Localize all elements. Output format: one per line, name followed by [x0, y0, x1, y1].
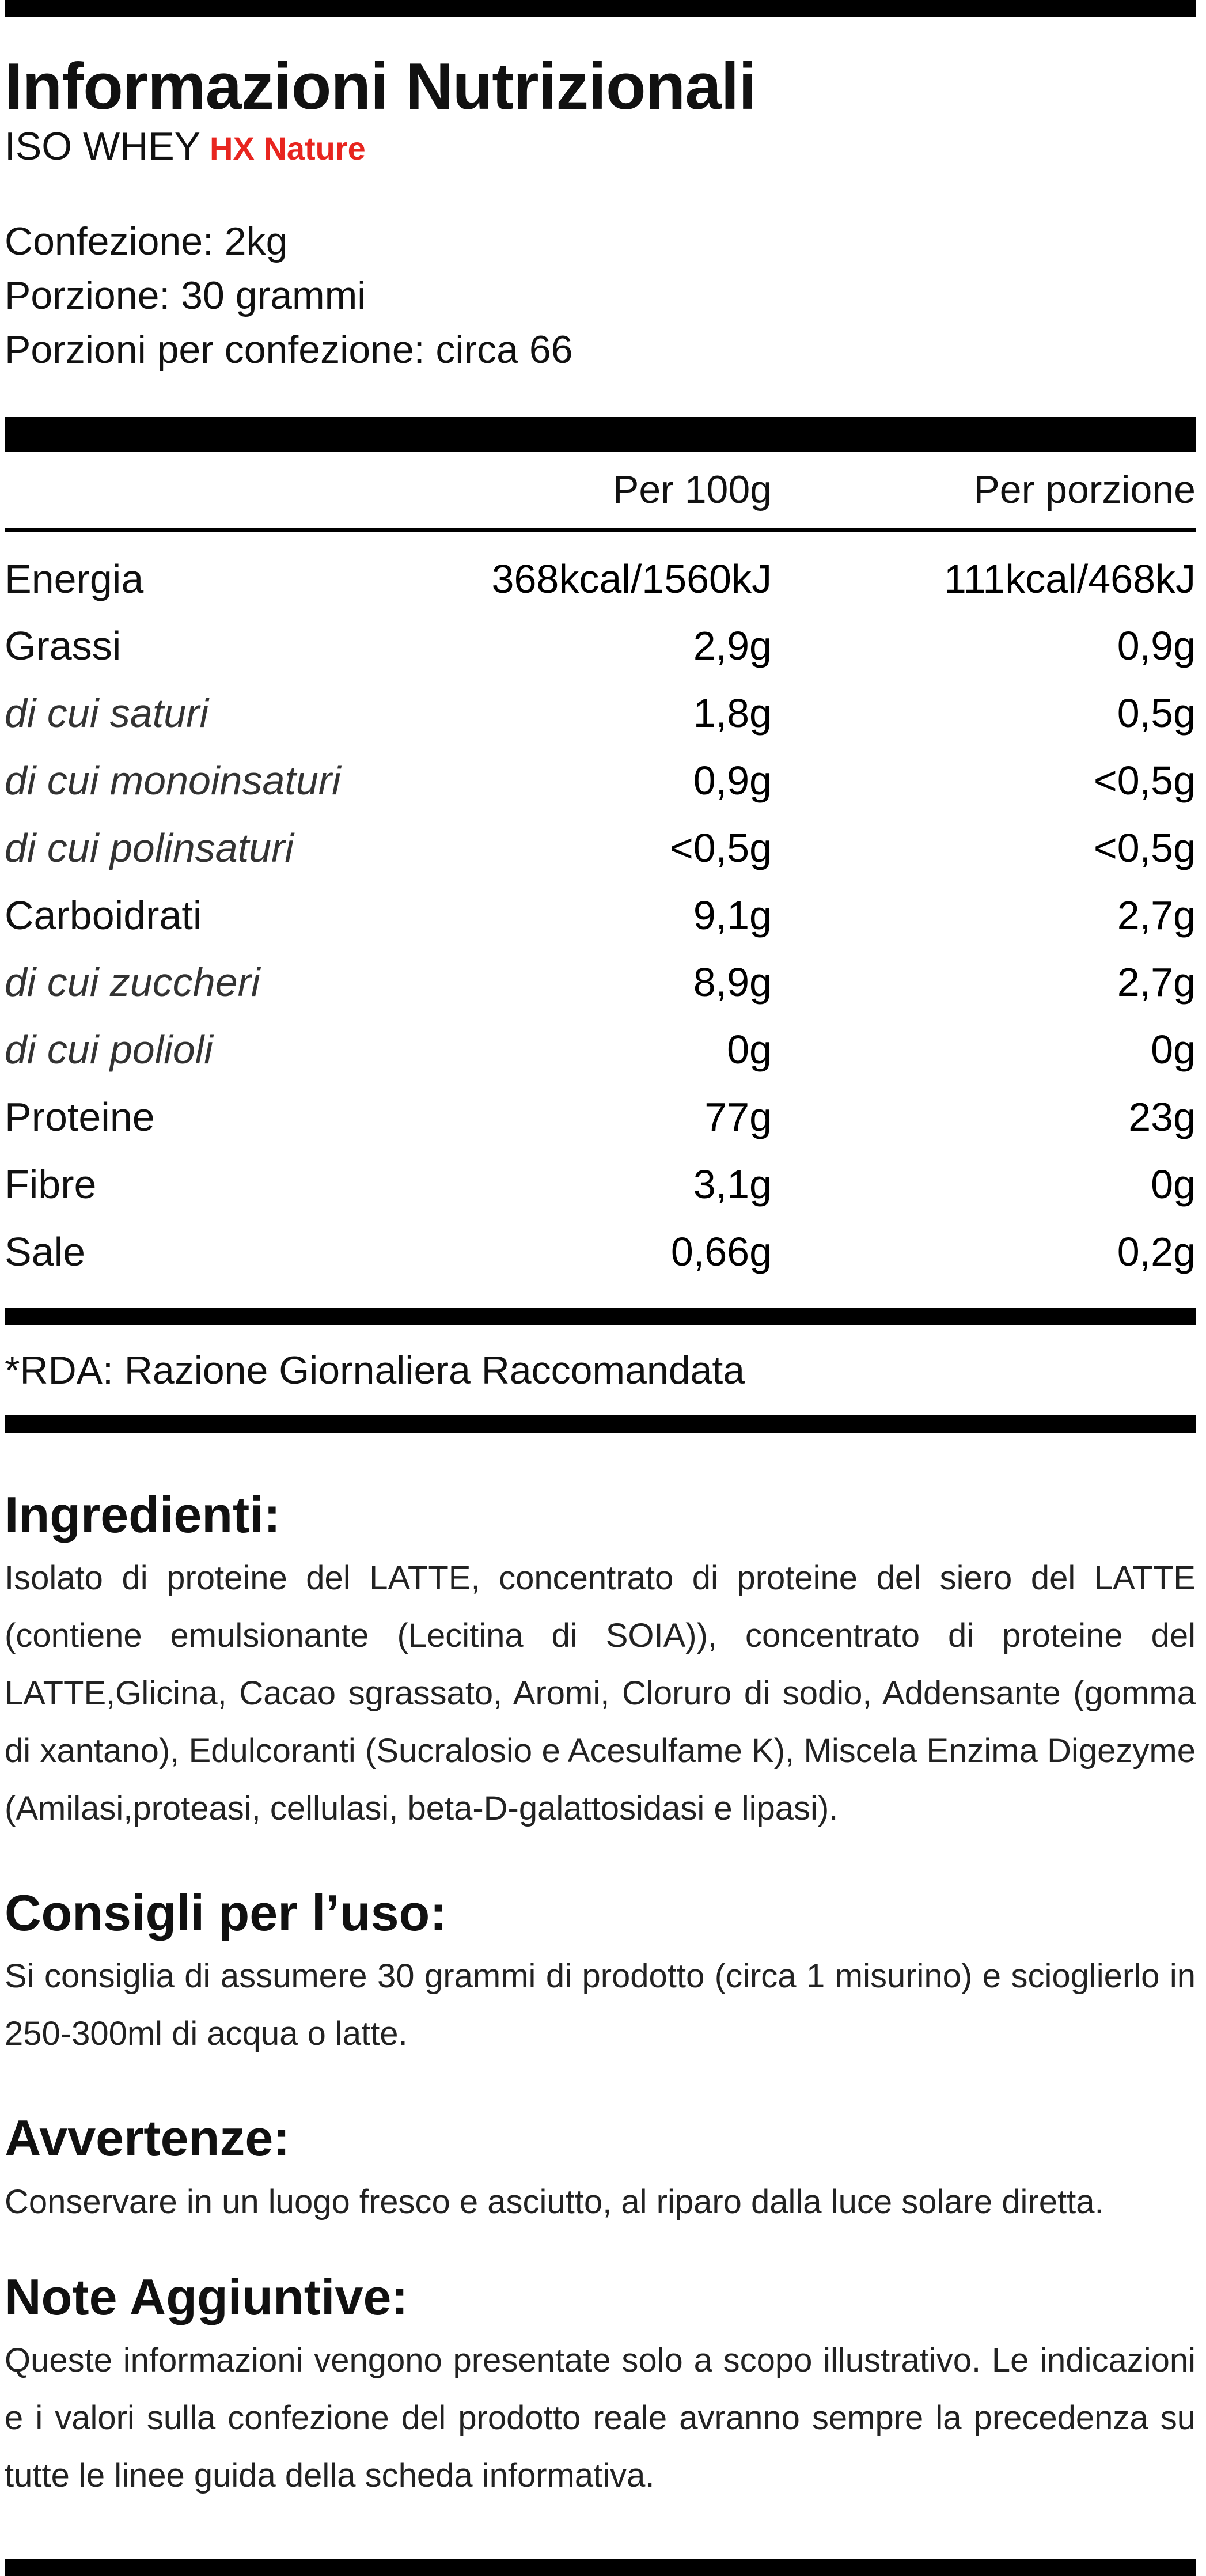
nutrient-label: Fibre: [5, 1161, 97, 1207]
nutrient-per-100g: 1,8g: [693, 691, 772, 736]
nutrient-per-serving: 0,2g: [1117, 1229, 1196, 1274]
nutrient-per-100g: 0,9g: [693, 757, 772, 803]
servings-per-pack: Porzioni per confezione: circa 66: [5, 328, 573, 372]
nutrient-label: di cui polioli: [5, 1027, 213, 1073]
nutrient-per-100g: 2,9g: [693, 623, 772, 669]
nutrient-label: Grassi: [5, 623, 122, 669]
nutrient-label: di cui polinsaturi: [5, 825, 294, 870]
nutrient-per-serving: <0,5g: [1093, 757, 1196, 803]
ingredients-text: Isolato di proteine del LATTE, concentrato di proteine del siero del LATTE (contiene emulsionante (Lecitina di SOIA)), concentrato di proteine del LATTE,Glicina, Cacao sgrassato, Aromi, Cloruro di sodio, Addensante (gomma di xantano), Edulcoranti (Sucralosio e Acesulfame K), Miscela Enzima Digezyme (Amilasi,proteasi, cellulasi, beta-D-galattosidasi e lipasi).: [5, 1559, 1196, 1828]
notes-text: Queste informazioni vengono presentate solo a scopo illustrativo. Le indicazioni e i valori sulla confezione del prodotto reale avranno sempre la precedenza su tutte le linee guida della scheda informativa.: [5, 2341, 1196, 2494]
nutrition-table-header: [5, 452, 1196, 532]
nutrition-row: [5, 747, 1196, 815]
nutrition-row: [5, 1084, 1196, 1151]
warnings-text: Conservare in un luogo fresco e asciutto, al riparo dalla luce solare diretta.: [5, 2183, 1104, 2221]
nutrient-per-serving: 0,5g: [1117, 691, 1196, 736]
nutrient-per-100g: <0,5g: [669, 825, 772, 870]
nutrient-label: Sale: [5, 1229, 86, 1274]
nutrient-per-100g: 0,66g: [670, 1229, 772, 1274]
nutrient-per-serving: 111kcal/468kJ: [943, 556, 1196, 601]
flavor-label: HX Nature: [210, 130, 366, 167]
nutrient-label: Proteine: [5, 1094, 155, 1139]
nutrition-row: [5, 814, 1196, 881]
rda-top-divider: [5, 1308, 1196, 1325]
nutrient-per-serving: 0,9g: [1117, 623, 1196, 669]
nutrient-per-100g: 3,1g: [693, 1161, 772, 1207]
nutrient-label: di cui monoinsaturi: [5, 757, 341, 803]
nutrient-per-serving: 2,7g: [1117, 960, 1196, 1005]
nutrient-per-100g: 8,9g: [693, 960, 772, 1005]
notes-section: [5, 2268, 1196, 2505]
nutrient-label: di cui zuccheri: [5, 960, 260, 1005]
ingredients-heading: Ingredienti:: [5, 1486, 281, 1543]
bottom-divider: [5, 2559, 1196, 2576]
nutrition-sheet: [5, 0, 1196, 2505]
nutrition-row: [5, 1150, 1196, 1218]
nutrient-per-serving: <0,5g: [1093, 825, 1196, 870]
usage-section: [5, 1884, 1196, 2063]
product-line: [5, 125, 1196, 168]
nutrient-per-100g: 9,1g: [693, 892, 772, 938]
serving-size: Porzione: 30 grammi: [5, 274, 366, 318]
nutrient-label: di cui saturi: [5, 691, 209, 736]
product-name: ISO WHEY: [5, 124, 201, 169]
nutrient-label: Energia: [5, 556, 144, 601]
nutrition-row: [5, 545, 1196, 612]
usage-text: Si consiglia di assumere 30 grammi di prodotto (circa 1 misurino) e scioglierlo in 250-300ml di acqua o latte.: [5, 1957, 1196, 2053]
nutrition-row: [5, 1218, 1196, 1285]
nutrient-per-serving: 23g: [1128, 1094, 1196, 1139]
rda-bottom-divider: [5, 1415, 1196, 1433]
pack-info: [5, 214, 1196, 377]
nutrient-per-serving: 0g: [1151, 1027, 1196, 1073]
nutrient-per-serving: 2,7g: [1117, 892, 1196, 938]
nutrient-per-serving: 0g: [1151, 1161, 1196, 1207]
pack-size: Confezione: 2kg: [5, 219, 288, 264]
warnings-section: [5, 2109, 1196, 2230]
nutrient-label: Carboidrati: [5, 892, 202, 938]
page-title: Informazioni Nutrizionali: [5, 50, 756, 123]
nutrition-table-body: [5, 532, 1196, 1308]
notes-heading: Note Aggiuntive:: [5, 2268, 408, 2325]
warnings-heading: Avvertenze:: [5, 2109, 290, 2167]
header-per-100g: Per 100g: [613, 468, 772, 512]
nutrition-row: [5, 881, 1196, 949]
table-top-divider: [5, 417, 1196, 452]
nutrition-row: [5, 612, 1196, 680]
nutrition-row: [5, 680, 1196, 747]
nutrient-per-100g: 77g: [704, 1094, 772, 1139]
ingredients-section: [5, 1486, 1196, 1838]
nutrient-per-100g: 0g: [727, 1027, 772, 1073]
top-divider: [5, 0, 1196, 17]
nutrient-per-100g: 368kcal/1560kJ: [491, 556, 772, 601]
nutrition-row: [5, 1016, 1196, 1084]
header-per-serving: Per porzione: [973, 468, 1196, 512]
nutrition-row: [5, 949, 1196, 1016]
usage-heading: Consigli per l’uso:: [5, 1884, 447, 1942]
rda-note: *RDA: Razione Giornaliera Raccomandata: [5, 1348, 745, 1392]
